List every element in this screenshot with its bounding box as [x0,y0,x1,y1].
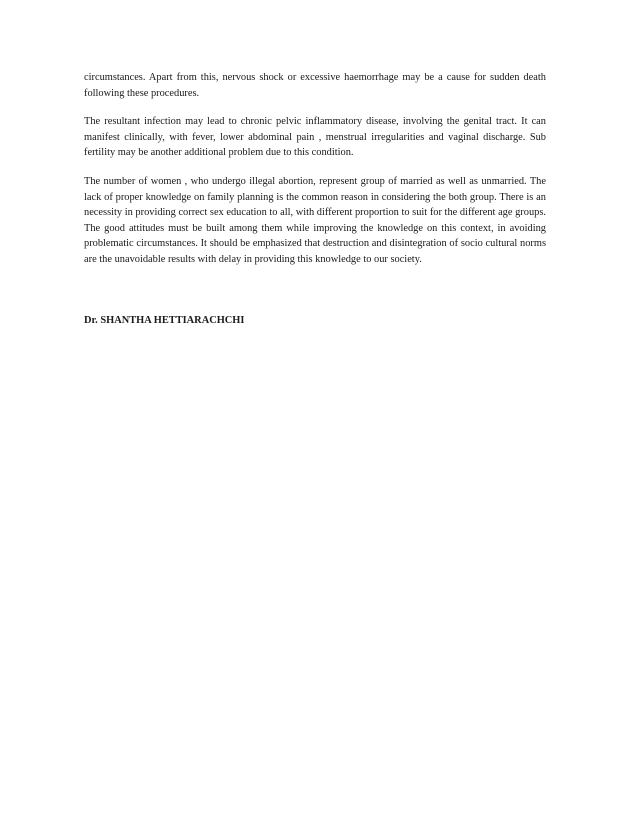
body-text [84,70,546,281]
paragraph-2: The resultant infection may lead to chronic pelvic inflammatory disease, involving the genital tract. It can manifest clinically, with fever, lower abdominal pain , menstrual irregularities and vaginal discharge. Sub fertility may be another additional problem due to this condition. [84,116,546,159]
paragraph-1: circumstances. Apart from this, nervous shock or excessive haemorrhage may be a cause for sudden death following these procedures. [84,72,546,99]
paragraph-3: The number of women , who undergo illegal abortion, represent group of married as well as unmarried. The lack of proper knowledge on family planning is the common reason in considering the both group. There is an necessity in providing correct sex education to all, with different proportion to suit for the different age groups. The good attitudes must be built among them while improving the knowledge on this context, in avoiding problematic circumstances. It should be emphasized that destruction and disintegration of socio cultural norms are the unavoidable results with delay in providing this knowledge to our society. [84,175,546,265]
author-signature: Dr. SHANTHA HETTIARACHCHI [84,315,245,326]
